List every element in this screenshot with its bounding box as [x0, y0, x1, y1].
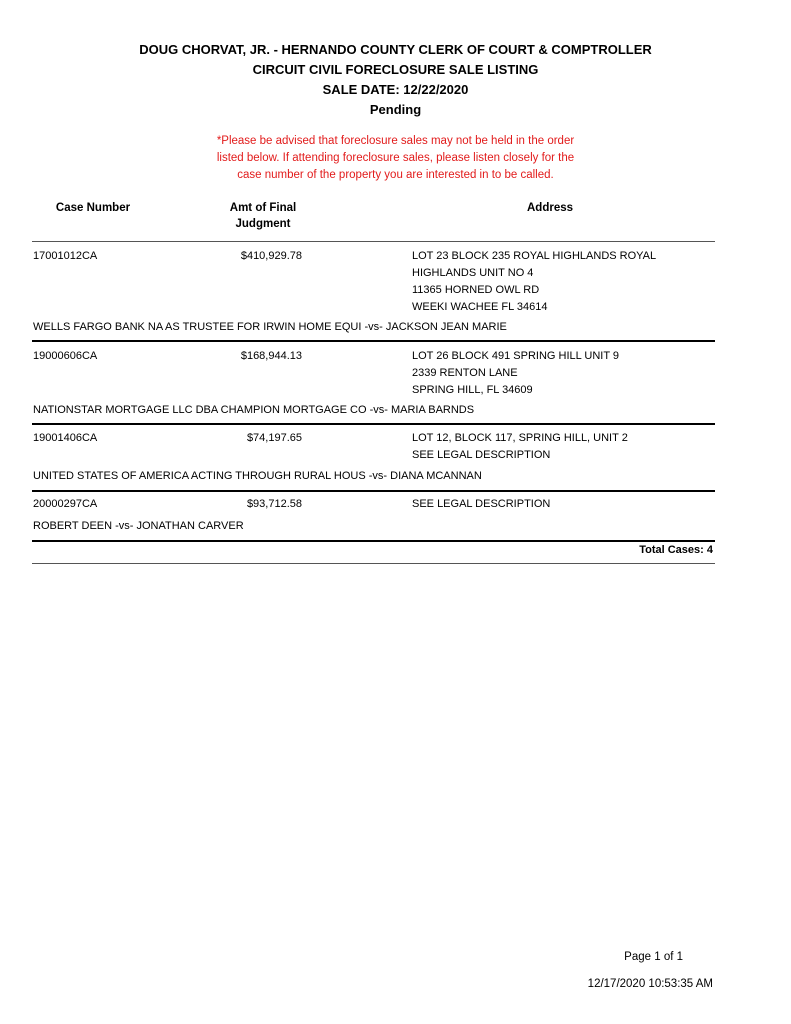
- address-line: HIGHLANDS UNIT NO 4: [412, 267, 534, 279]
- property-address: [412, 348, 619, 399]
- col-header-amount: [208, 200, 318, 232]
- judgment-amount: $93,712.58: [246, 498, 302, 510]
- case-parties: WELLS FARGO BANK NA AS TRUSTEE FOR IRWIN HOME EQUI -vs- JACKSON JEAN MARIE: [33, 321, 507, 333]
- notice-line-1: *Please be advised that foreclosure sales may not be held in the order: [216, 135, 575, 147]
- address-line: LOT 12, BLOCK 117, SPRING HILL, UNIT 2: [412, 432, 628, 444]
- clerk-title: DOUG CHORVAT, JR. - HERNANDO COUNTY CLERK OF COURT & COMPTROLLER: [139, 42, 652, 57]
- address-line: 11365 HORNED OWL RD: [412, 284, 540, 296]
- address-line: SEE LEGAL DESCRIPTION: [412, 498, 551, 510]
- notice-line-2: listed below. If attending foreclosure sales, please listen closely for the: [216, 152, 575, 164]
- property-address: [412, 430, 628, 464]
- case-parties: ROBERT DEEN -vs- JONATHAN CARVER: [33, 520, 244, 532]
- report-header: [0, 40, 791, 120]
- judgment-amount: $410,929.78: [240, 250, 302, 262]
- case-parties: NATIONSTAR MORTGAGE LLC DBA CHAMPION MORTGAGE CO -vs- MARIA BARNDS: [33, 404, 475, 416]
- listing-title: CIRCUIT CIVIL FORECLOSURE SALE LISTING: [252, 62, 539, 77]
- row-divider: [32, 423, 715, 425]
- row-divider: [32, 540, 715, 542]
- case-parties: UNITED STATES OF AMERICA ACTING THROUGH RURAL HOUS -vs- DIANA MCANNAN: [33, 470, 482, 482]
- print-timestamp: 12/17/2020 10:53:35 AM: [587, 978, 713, 990]
- case-number: 19000606CA: [33, 350, 98, 362]
- case-number: 19001406CA: [33, 432, 98, 444]
- col-header-case-number: Case Number: [55, 202, 131, 214]
- address-line: WEEKI WACHEE FL 34614: [412, 301, 548, 313]
- judgment-amount: $74,197.65: [246, 432, 302, 444]
- address-line: 2339 RENTON LANE: [412, 367, 518, 379]
- advisory-notice: [0, 133, 791, 184]
- property-address: [412, 496, 550, 513]
- case-number: 20000297CA: [33, 498, 98, 510]
- property-address: [412, 248, 656, 316]
- total-cases: Total Cases: 4: [639, 544, 713, 556]
- address-line: LOT 26 BLOCK 491 SPRING HILL UNIT 9: [412, 350, 620, 362]
- address-line: SPRING HILL, FL 34609: [412, 384, 533, 396]
- row-divider: [32, 490, 715, 492]
- header-divider: [32, 241, 715, 242]
- total-divider: [32, 563, 715, 564]
- sale-date: SALE DATE: 12/22/2020: [322, 82, 469, 97]
- notice-line-3: case number of the property you are interested in to be called.: [237, 169, 554, 181]
- col-header-amount-line1: Amt of Final: [229, 202, 297, 214]
- judgment-amount: $168,944.13: [240, 350, 302, 362]
- page-number: Page 1 of 1: [624, 951, 683, 963]
- col-header-address: Address: [526, 202, 574, 214]
- status-label: Pending: [369, 102, 422, 117]
- address-line: SEE LEGAL DESCRIPTION: [412, 449, 551, 461]
- address-line: LOT 23 BLOCK 235 ROYAL HIGHLANDS ROYAL: [412, 250, 657, 262]
- case-number: 17001012CA: [33, 250, 98, 262]
- row-divider: [32, 340, 715, 342]
- col-header-amount-line2: Judgment: [235, 218, 291, 230]
